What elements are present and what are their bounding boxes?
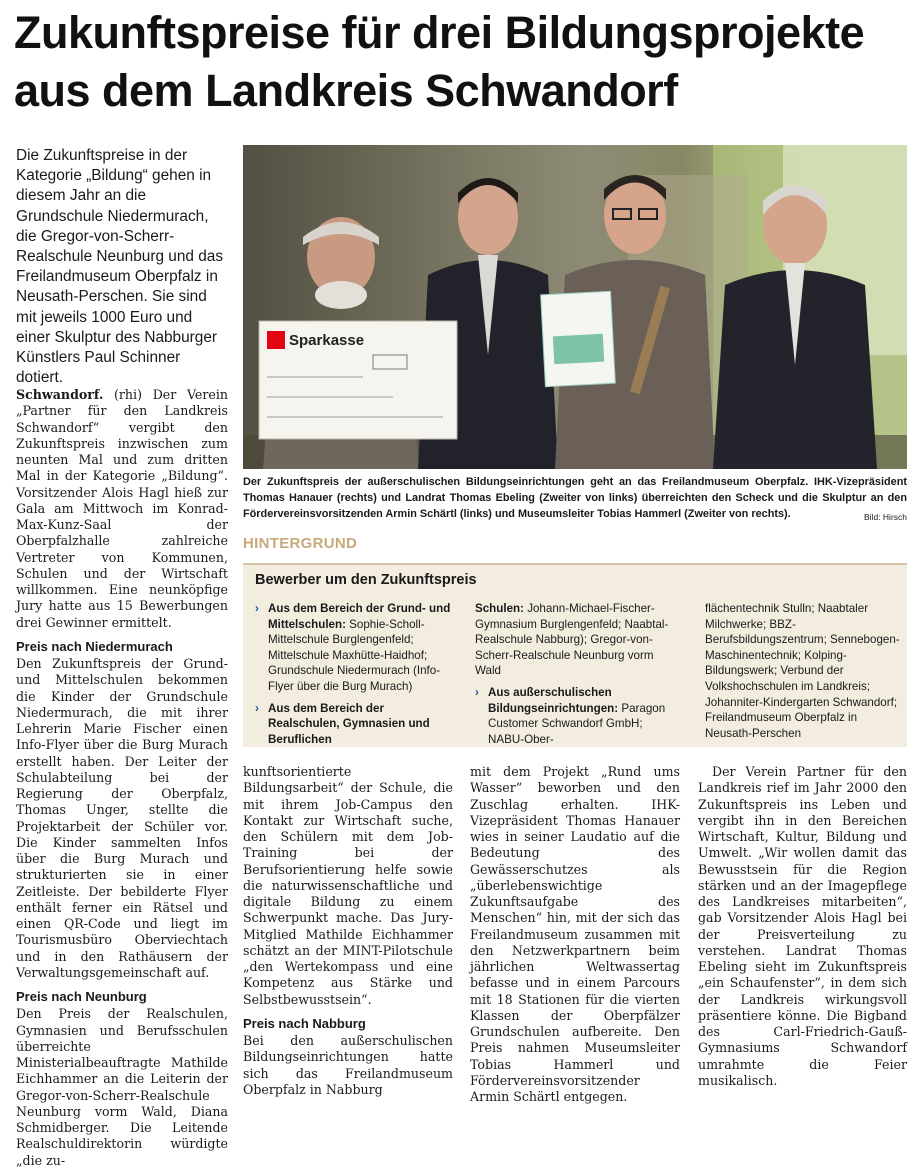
- box-title: Bewerber um den Zukunftspreis: [255, 572, 477, 588]
- list-item: [705, 601, 900, 741]
- box-column-1: [255, 601, 455, 747]
- dateline: Schwandorf.: [16, 387, 104, 402]
- hintergrund-label: HINTERGRUND: [243, 535, 358, 552]
- paragraph: Den Preis der Realschulen, Gymnasien und Berufsschulen überreichte Ministerialbeauftragte Mathilde Eichhammer an die Leiterin der Gregor-von-Scherr-Realschule Neunburg vorm Wald, Diana Schmidberger. Die Leitende Realschuldirektorin würdigte „die zu-: [16, 1006, 228, 1168]
- cheque-brand: Sparkasse: [289, 332, 365, 349]
- article-column-3: [470, 764, 680, 1105]
- hintergrund-box: [243, 563, 907, 747]
- paragraph: mit dem Projekt „Rund ums Wasser“ beworben und den Zuschlag erhalten. IHK-Vizepräsident Thomas Hanauer wies in seiner Laudatio auf die Bedeutung des Gewässerschutzes als „überlebenswichtige Zukunftsaufgabe des Menschen“ hin, mit der sich das Freilandmuseum zusammen mit den Netzwerkpartnern beim jährlichen Weltwassertag befasse und in einem Parcours mit 18 Stationen für die vierten Klassen der Oberpfälzer Grundschulen aufbereite. Den Preis nahmen Museumsleiter Tobias Hammerl und Fördervereinsvorsitzender Armin Schärtl entgegen.: [470, 764, 680, 1104]
- subheading-niedermurach: Preis nach Niedermurach: [16, 638, 173, 654]
- teaser: Die Zukunftspreise in der Kategorie „Bildung“ gehen in diesem Jahr an die Grundschule Niedermurach, die Gregor-von-Scherr-Realschule Neunburg und das Freilandmuseum Oberpfalz in Neusath-Perschen. Sie sind mit jeweils 1000 Euro und einer Skulptur des Nabburger Künstlers Paul Schinner dotiert.: [16, 147, 224, 387]
- subheading-nabburg: Preis nach Nabburg: [243, 1015, 366, 1031]
- list-item-body: flächentechnik Stulln; Naabtaler Milchwerke; BBZ-Berufsbildungszentrum; Sennebogen-Maschinentechnik; Kolping-Bildungswerk; Verbund der Volkshochschulen im Landkreis; Johanniter-Kindergarten Schwandorf; Freilandmuseum Oberpfalz in Neusath-Perschen: [705, 602, 900, 740]
- article-photo: [243, 145, 907, 469]
- box-column-3: [705, 601, 900, 741]
- list-item: [255, 601, 455, 695]
- paragraph: Den Zukunftspreis der Grund- und Mittelschulen bekommen die Kinder der Grundschule Niedermurach, die mit ihrer Lehrerin Marie Fischer einen Info-Flyer über die Burg Murach erstellt haben. Der Leiter der Schulabteilung bei der Regierung der Oberpfalz, Thomas Unger, stellte die Projektarbeit der Schüler vor. Die Kinder sammelten Infos über die Burg Murach und strukturierten sie in einer Zeitleiste. Der bebilderte Flyer enthält ferner ein Rätsel und einen QR-Code und liegt im Tourismusbüro Oberviechtach und in den Rathäusern der Verwaltungsgemeinschaft auf.: [16, 656, 228, 980]
- list-item: [255, 701, 455, 748]
- list-item-body: Sophie-Scholl-Mittelschule Burglengenfeld; Mittelschule Maxhütte-Haidhof; Grundschule Niedermurach (Info-Flyer über die Burg Murach): [268, 617, 441, 693]
- list-item: [475, 601, 675, 679]
- photo-credit: Bild: Hirsch: [864, 512, 907, 522]
- list-item-heading: Aus außerschulischen Bildungseinrichtungen:: [488, 685, 619, 715]
- list-item-heading: Schulen:: [475, 602, 524, 615]
- list-item-body: Johann-Michael-Fischer-Gymnasium Burglengenfeld; Naabtal-Realschule Nabburg); Gregor-von-Scherr-Realschule Neunburg vorm Wald: [475, 602, 669, 678]
- photo-caption: [243, 474, 907, 525]
- list-item: [475, 685, 675, 747]
- box-column-2: [475, 601, 675, 747]
- headline-line-2: aus dem Landkreis Schwandorf: [14, 65, 678, 116]
- photo-illustration: [243, 145, 907, 469]
- paragraph: Bei den außerschulischen Bildungseinrichtungen hatte sich das Freilandmuseum Oberpfalz in Nabburg: [243, 1033, 453, 1097]
- paragraph: kunftsorientierte Bildungsarbeit“ der Schule, die mit ihrem Job-Campus den Kontakt zur Wirtschaft suche, den Schülern mit dem Job-Training bei der Berufsorientierung helfe sowie die naturwissenschaftliche und digitale Bildung zu einem Schwerpunkt mache. Das Jury-Mitglied Mathilde Eichhammer schätzt an der MINT-Pilotschule „den Wertekompass und eine Kompetenz aus Stärke und Selbstbewusstsein“.: [243, 764, 453, 1007]
- chevron-right-icon: ›: [255, 602, 259, 615]
- subheading-neunburg: Preis nach Neunburg: [16, 989, 147, 1004]
- article-column-1: [16, 387, 228, 1169]
- headline-line-1: Zukunftspreise für drei Bildungsprojekte: [14, 7, 865, 58]
- list-item-heading: Aus dem Bereich der Grund- und Mittelschulen:: [268, 602, 451, 631]
- paragraph-text: (rhi) Der Verein „Partner für den Landkreis Schwandorf“ vergibt den Zukunftspreis inzwischen zum neunten Mal und zum dritten Mal in der Kategorie „Bildung“. Vorsitzender Alois Hagl hieß zur Gala am Mittwoch im Konrad-Max-Kunz-Saal der Oberpfalzhalle zahlreiche Vertreter von Kommunen, Schulen und der Wirtschaft willkommen. Eine neunköpfige Jury hatte aus 15 Bewerbungen drei Gewinner ermittelt.: [16, 387, 228, 630]
- headline: [14, 4, 914, 120]
- article-column-4: [698, 764, 907, 1089]
- chevron-right-icon: ›: [475, 685, 479, 699]
- paragraph: Der Verein Partner für den Landkreis rief im Jahr 2000 den Zukunftspreis ins Leben und vergibt ihn in den Bereichen Wirtschaft, Kultur, Bildung und Umwelt. „Wir wollen damit das Bewusstsein für die Region stärken und an der Imagepflege des Landkreises mitarbeiten“, gab Vorsitzender Alois Hagl bei der Preisverteilung zu verstehen. Landrat Thomas Ebeling sieht im Zukunftspreis „ein Schaufenster“, in dem sich der Landkreis wirkungsvoll präsentiere könne. Die Bigband des Carl-Friedrich-Gauß-Gymnasiums Schwandorf umrahmte die Feier musikalisch.: [698, 764, 907, 1088]
- article-column-2: [243, 764, 453, 1098]
- paragraph: [16, 387, 228, 631]
- list-item-body: Paragon Customer Schwandorf GmbH; NABU-Ober-: [488, 701, 666, 746]
- chevron-right-icon: ›: [255, 701, 259, 715]
- caption-text: Der Zukunftspreis der außerschulischen Bildungseinrichtungen geht an das Freilandmuseum Oberpfalz. IHK-Vizepräsident Thomas Hanauer (rechts) und Landrat Thomas Ebeling (Zweiter von links) überreichten den Scheck und die Skulptur an den Fördervereinsvorsitzenden Armin Schärtl (links) und Museumsleiter Tobias Hammerl (Zweiter von rechts).: [243, 476, 907, 520]
- list-item-heading: Aus dem Bereich der Realschulen, Gymnasien und Beruflichen: [268, 701, 430, 746]
